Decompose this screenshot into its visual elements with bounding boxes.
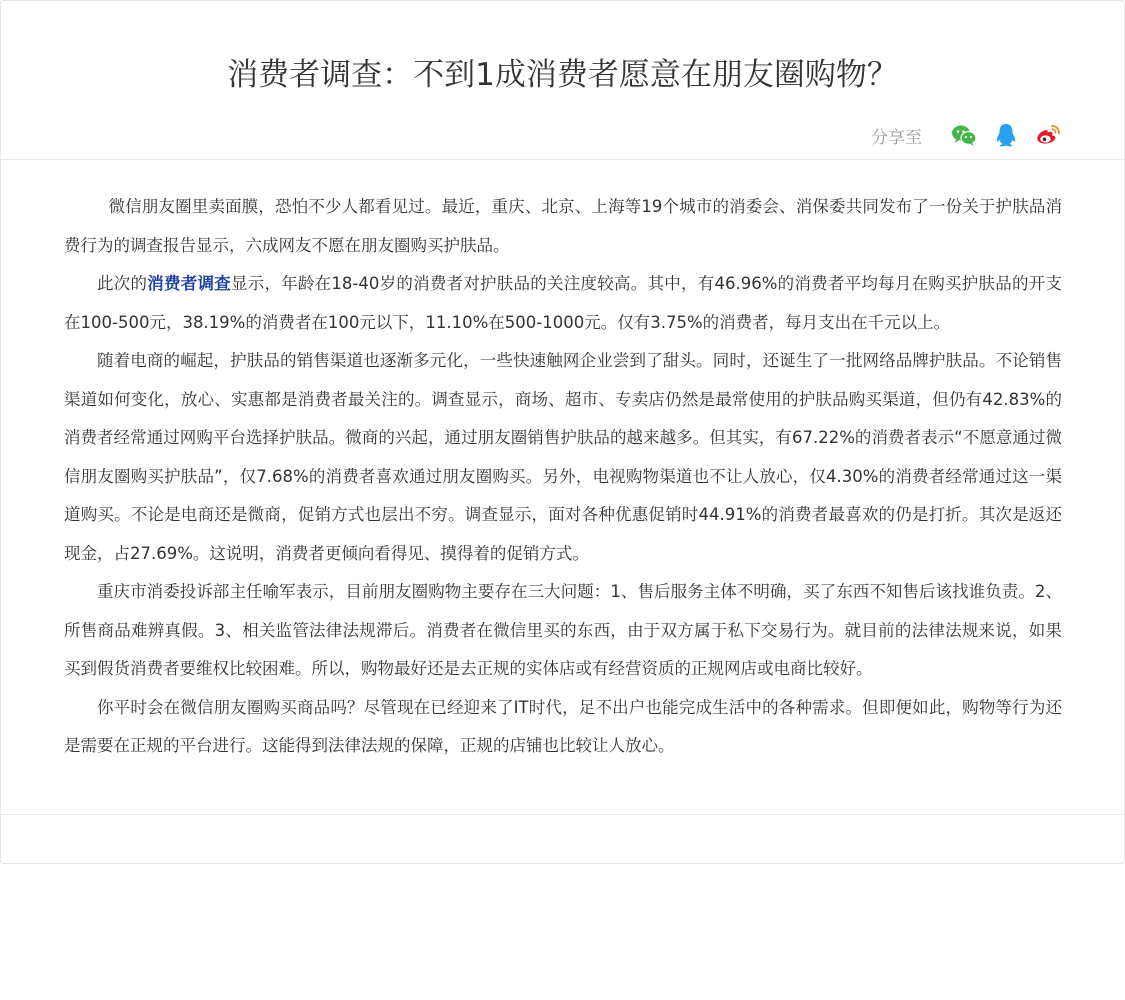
consumer-survey-link[interactable]: 消费者调查: [147, 274, 231, 293]
article-header: [1, 1, 1124, 160]
paragraph-4: 重庆市消委投诉部主任喻军表示，目前朋友圈购物主要存在三大问题：1、售后服务主体不明确，买了东西不知售后该找谁负责。2、所售商品难辨真假。3、相关监管法律法规滞后。消费者在微信里买的东西，由于双方属于私下交易行为。就目前的法律法规来说，如果买到假货消费者要维权比较困难。所以，购物最好还是去正规的实体店或有经营资质的正规网店或电商比较好。: [64, 582, 1062, 678]
paragraph-2-rest: 显示，年龄在18-40岁的消费者对护肤品的关注度较高。其中，有46.96%的消费者平均每月在购买护肤品的开支在100-500元，38.19%的消费者在100元以下，11.10%在500-1000元。仅有3.75%的消费者，每月支出在千元以上。: [64, 274, 1063, 332]
paragraph-3: 随着电商的崛起，护肤品的销售渠道也逐渐多元化，一些快速触网企业尝到了甜头。同时，还诞生了一批网络品牌护肤品。不论销售渠道如何变化，放心、实惠都是消费者最关注的。调查显示，商场、超市、专卖店仍然是最常使用的护肤品购买渠道，但仍有42.83%的消费者经常通过网购平台选择护肤品。微商的兴起，通过朋友圈销售护肤品的越来越多。但其实，有67.22%的消费者表示“不愿意通过微信朋友圈购买护肤品”，仅7.68%的消费者喜欢通过朋友圈购买。另外，电视购物渠道也不让人放心，仅4.30%的消费者经常通过这一渠道购买。不论是电商还是微商，促销方式也层出不穷。调查显示，面对各种优惠促销时44.91%的消费者最喜欢的仍是打折。其次是返还现金，占27.69%。这说明，消费者更倾向看得见、摸得着的促销方式。: [64, 351, 1062, 563]
share-label: 分享至: [871, 127, 922, 148]
paragraph-2: [64, 265, 1062, 342]
article-body: [1, 160, 1124, 783]
weibo-icon[interactable]: [1034, 121, 1062, 149]
share-bar: [871, 121, 1062, 149]
article-title: 消费者调查：不到1成消费者愿意在朋友圈购物？: [227, 57, 898, 93]
paragraph-5: 你平时会在微信朋友圈购买商品吗？尽管现在已经迎来了IT时代，足不出户也能完成生活中的各种需求。但即便如此，购物等行为还是需要在正规的平台进行。这能得到法律法规的保障，正规的店铺也比较让人放心。: [64, 697, 1062, 755]
article-footer: [1, 814, 1124, 865]
wechat-icon[interactable]: [950, 121, 978, 149]
paragraph-1: 微信朋友圈里卖面膜，恐怕不少人都看见过。最近，重庆、北京、上海等19个城市的消委会、消保委共同发布了一份关于护肤品消费行为的调查报告显示，六成网友不愿在朋友圈购买护肤品。: [64, 197, 1062, 255]
paragraph-2-lead: 此次的: [97, 274, 148, 293]
qq-icon[interactable]: [992, 121, 1020, 149]
